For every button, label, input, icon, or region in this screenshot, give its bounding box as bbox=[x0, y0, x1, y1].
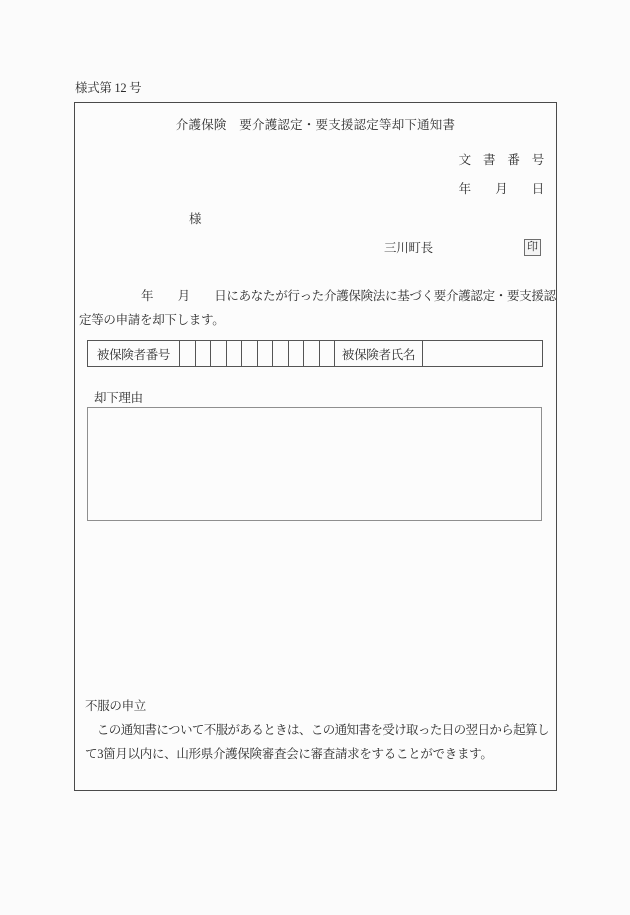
rejection-reason-box bbox=[87, 407, 542, 521]
appeal-paragraph-line-1: この通知書について不服があるときは、この通知書を受け取った日の翌日から起算し bbox=[85, 723, 549, 737]
insured-info-table bbox=[87, 340, 543, 367]
insured-name-label-cell: 被保険者氏名 bbox=[335, 341, 423, 366]
body-paragraph-line-1: 年 月 日にあなたが行った介護保険法に基づく要介護認定・要支援認 bbox=[141, 289, 556, 303]
issuer-name: 三川町長 bbox=[384, 241, 433, 255]
insured-number-digit-grid bbox=[180, 341, 335, 366]
form-number-label: 様式第 12 号 bbox=[75, 81, 142, 95]
rejection-reason-label: 却下理由 bbox=[94, 391, 143, 405]
body-paragraph-line-2: 定等の申請を却下します。 bbox=[79, 313, 225, 327]
issue-date-line: 年 月 日 bbox=[458, 182, 544, 196]
seal-placeholder-icon: 印 bbox=[524, 239, 541, 256]
notice-form-border bbox=[74, 102, 557, 791]
insured-number-digit-cell bbox=[320, 341, 336, 366]
insured-number-digit-cell bbox=[242, 341, 258, 366]
insured-number-digit-cell bbox=[289, 341, 305, 366]
notice-title: 介護保険 要介護認定・要支援認定等却下通知書 bbox=[175, 118, 456, 132]
addressee-suffix: 様 bbox=[189, 212, 202, 226]
insured-number-digit-cell bbox=[227, 341, 243, 366]
insured-number-label-cell: 被保険者番号 bbox=[88, 341, 180, 366]
appeal-paragraph-line-2: て3箇月以内に、山形県介護保険審査会に審査請求をすることができます。 bbox=[85, 747, 493, 761]
insured-name-value-cell bbox=[423, 341, 542, 366]
insured-number-digit-cell bbox=[304, 341, 320, 366]
insured-number-digit-cell bbox=[211, 341, 227, 366]
insured-number-digit-cell bbox=[258, 341, 274, 366]
insured-number-digit-cell bbox=[196, 341, 212, 366]
appeal-heading: 不服の申立 bbox=[85, 699, 147, 713]
insured-number-digit-cell bbox=[180, 341, 196, 366]
insured-number-digit-cell bbox=[273, 341, 289, 366]
document-number-label: 文 書 番 号 bbox=[458, 153, 544, 167]
